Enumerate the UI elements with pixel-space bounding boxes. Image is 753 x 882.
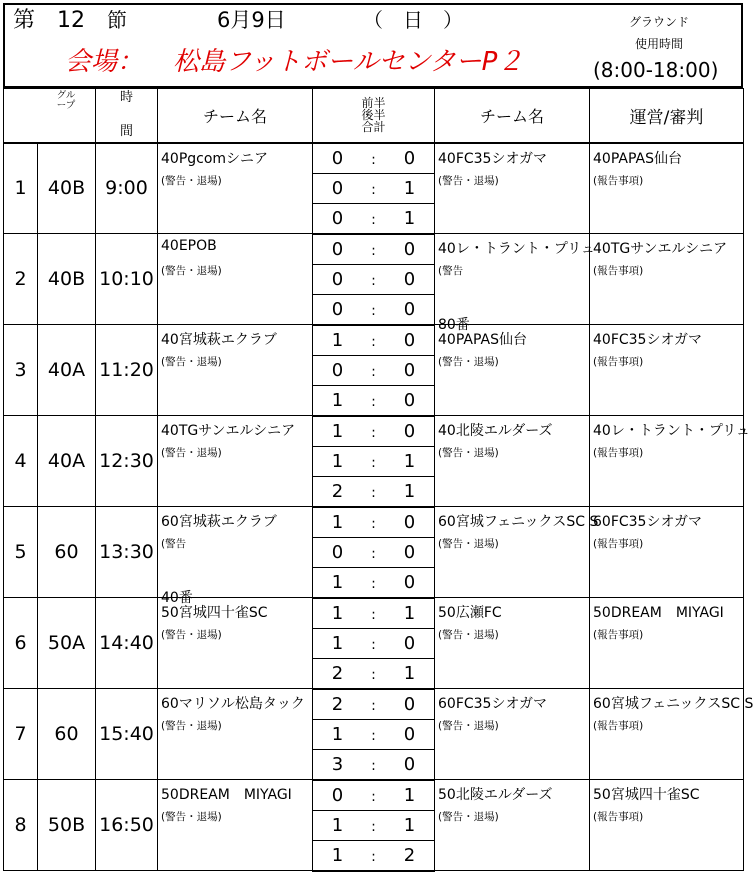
score-home: 0 [331,207,344,229]
team-a-cell [158,507,313,606]
match-row [4,689,744,720]
match-number: 2 [4,234,38,325]
referee-team: 60宮城フェニックスSC S [593,696,753,712]
score-away: 1 [403,784,416,806]
team-a-name: 40宮城萩エクラブ [161,332,277,348]
schedule-table [3,88,753,872]
match-row [4,416,744,447]
score-first [313,143,435,174]
score-away: 1 [403,480,416,502]
score-home: 1 [331,511,344,533]
match-time: 14:40 [96,598,158,689]
match-time: 10:10 [96,234,158,325]
team-a-cell [158,416,313,507]
team-b-cell [435,507,599,598]
score-separator: : [371,273,376,289]
team-a-note: (警告・退場) [161,629,222,641]
col-score-header [313,89,435,143]
score-home: 1 [331,633,344,654]
team-a-name: 50DREAM MIYAGI [161,787,292,803]
score-first [313,325,435,356]
team-b-name: 60宮城フェニックスSC S [438,514,599,530]
referee-team: 50DREAM MIYAGI [593,605,724,621]
referee-note: (報告事項) [593,811,644,823]
referee-team: 40レ・トラント・プリュ [593,423,750,439]
score-home: 0 [331,542,344,563]
team-a-name: 40TGサンエルシニア [161,423,296,439]
score-away: 1 [403,602,416,624]
score-second [313,265,435,295]
team-a-note: (警告・退場) [161,174,222,187]
score-separator: : [371,302,376,319]
referee-cell [590,689,753,780]
match-group: 40B [38,143,96,234]
score-away: 0 [403,269,416,290]
score-separator: : [371,697,376,714]
score-separator: : [371,666,376,683]
referee-note: (報告事項) [593,356,644,368]
team-b-cell [435,416,590,507]
match-row [4,507,744,538]
team-a-note: (警告 [161,538,187,550]
score-first [313,416,435,447]
team-b-note: (警告 [438,265,464,277]
team-b-note: (警告・退場) [438,629,499,641]
team-b-note: (警告・退場) [438,174,499,187]
score-away: 0 [403,329,416,351]
score-separator: : [371,484,376,501]
venue-label: 会場： [65,47,144,77]
match-row [4,780,744,811]
score-second [313,811,435,841]
score-away: 0 [403,389,416,411]
match-time: 13:30 [96,507,158,598]
score-away: 0 [403,724,416,745]
team-b-cell [435,325,590,416]
referee-team: 40FC35シオガマ [593,332,703,348]
col-team-b-header: チーム名 [435,89,590,143]
referee-note: (報告事項) [593,629,644,641]
header-box [3,3,743,88]
venue-name: 松島フットボールセンターP２ [173,47,524,77]
score-home: 1 [331,389,344,411]
score-home: 2 [331,693,344,715]
score-separator: : [371,182,376,198]
team-b-name: 60FC35シオガマ [438,696,548,712]
team-b-name: 40FC35シオガマ [438,150,548,167]
score-separator: : [371,424,376,441]
score-away: 0 [403,571,416,593]
team-b-name: 40レ・トラント・プリュ [438,241,595,257]
team-a-note: (警告・退場) [161,265,222,277]
team-a-note: (警告・退場) [161,720,222,732]
score-second [313,356,435,386]
match-number: 3 [4,325,38,416]
match-time: 11:20 [96,325,158,416]
header-row [4,89,744,143]
setsu-label: 節 [107,8,127,32]
match-date: 6月9日 [217,8,286,32]
team-a-cell [158,325,313,416]
team-b-name: 50北陵エルダーズ [438,787,553,803]
score-home: 1 [331,420,344,442]
team-a-note: (警告・退場) [161,356,222,368]
score-home: 1 [331,329,344,351]
match-group: 50A [38,598,96,689]
ground-hours: (8:00-18:00) [593,58,719,82]
match-row [4,598,744,629]
score-total [313,568,435,598]
match-number: 8 [4,780,38,871]
score-away: 1 [403,815,416,836]
team-a-name: 60宮城萩エクラブ [161,514,277,530]
match-group: 60 [38,507,96,598]
score-away: 0 [403,420,416,442]
referee-team: 60FC35シオガマ [593,514,703,530]
score-home: 1 [331,571,344,593]
score-away: 0 [403,511,416,533]
team-a-note: (警告・退場) [161,447,222,459]
score-first [313,598,435,629]
score-total [313,295,435,325]
score-separator: : [371,333,376,350]
score-separator: : [371,455,376,471]
referee-team: 40PAPAS仙台 [593,150,682,167]
score-separator: : [371,515,376,532]
score-separator: : [371,364,376,380]
score-away: 0 [403,633,416,654]
dai-label: 第 [13,8,36,33]
referee-cell [590,234,744,325]
score-home: 0 [331,178,344,199]
score-header-total: 合計 [361,120,386,135]
referee-cell [590,780,744,871]
referee-note: (報告事項) [593,538,644,550]
match-group: 40B [38,234,96,325]
team-a-extra: 40番 [161,590,193,606]
score-home: 1 [331,451,344,472]
score-home: 0 [331,784,344,806]
match-weekday: （ 日 ） [363,8,463,32]
team-b-cell [435,234,595,333]
team-a-cell [158,598,313,689]
team-b-extra: 80番 [438,317,470,333]
score-away: 2 [403,844,416,866]
team-b-cell [435,689,590,780]
score-header-first: 前半 [361,96,386,111]
match-group: 60 [38,689,96,780]
score-separator: : [371,546,376,562]
referee-cell [590,143,744,234]
score-separator: : [371,575,376,592]
team-a-name: 40EPOB [161,238,217,254]
score-separator: : [371,606,376,623]
score-away: 0 [403,147,416,169]
match-number: 4 [4,416,38,507]
team-b-name: 40PAPAS仙台 [438,332,527,348]
score-separator: : [371,211,376,228]
team-b-name: 50広瀬FC [438,605,502,621]
score-home: 2 [331,662,344,684]
score-home: 2 [331,480,344,502]
score-away: 0 [403,360,416,381]
score-home: 0 [331,238,344,260]
score-total [313,204,435,234]
score-away: 0 [403,542,416,563]
score-separator: : [371,242,376,259]
team-a-cell [158,689,313,780]
score-total [313,659,435,689]
score-separator: : [371,728,376,744]
score-separator: : [371,848,376,865]
team-b-note: (警告・退場) [438,538,499,550]
referee-team: 40TGサンエルシニア [593,241,728,257]
match-row [4,234,744,265]
score-second [313,629,435,659]
referee-cell [590,507,744,598]
team-a-cell [158,234,313,325]
referee-cell [590,325,744,416]
col-team-a-header: チーム名 [158,89,313,143]
team-b-note: (警告・退場) [438,811,499,823]
referee-note: (報告事項) [593,265,644,277]
round-number: 12 [57,8,85,33]
score-home: 0 [331,269,344,290]
score-home: 1 [331,844,344,866]
score-first [313,689,435,720]
ground-label-2: 使用時間 [635,37,684,51]
team-b-name: 40北陵エルダーズ [438,423,553,439]
match-group: 40A [38,325,96,416]
score-first [313,507,435,538]
score-separator: : [371,788,376,805]
match-row [4,325,744,356]
match-number: 1 [4,143,38,234]
team-b-cell [435,143,590,234]
score-home: 1 [331,724,344,745]
col-ref-header: 運営/審判 [590,89,744,143]
referee-note: (報告事項) [593,447,644,459]
team-a-name: 60マリソル松島タック [161,696,305,712]
score-separator: : [371,819,376,835]
team-a-cell [158,143,313,234]
match-time: 12:30 [96,416,158,507]
score-home: 1 [331,602,344,624]
score-home: 1 [331,815,344,836]
score-separator: : [371,393,376,410]
score-away: 1 [403,662,416,684]
score-away: 0 [403,298,416,320]
score-home: 3 [331,753,344,775]
score-first [313,780,435,811]
score-separator: : [371,637,376,653]
score-second [313,447,435,477]
score-second [313,538,435,568]
score-home: 0 [331,360,344,381]
match-number: 6 [4,598,38,689]
referee-note: (報告事項) [593,174,644,187]
score-away: 1 [403,178,416,199]
match-number: 7 [4,689,38,780]
time-header-2: 間 [120,124,134,139]
referee-team: 50宮城四十雀SC [593,787,700,803]
score-header-second: 後半 [361,108,386,123]
ground-label-1: グラウンド [629,15,690,29]
team-b-cell [435,598,590,689]
score-away: 1 [403,207,416,229]
team-a-cell [158,780,313,871]
col-group-header [4,89,96,143]
score-away: 0 [403,693,416,715]
score-separator: : [371,757,376,774]
score-first [313,234,435,265]
team-a-note: (警告・退場) [161,811,222,823]
match-number: 5 [4,507,38,598]
score-second [313,174,435,204]
score-second [313,720,435,750]
score-away: 0 [403,753,416,775]
match-time: 16:50 [96,780,158,871]
score-total [313,386,435,416]
match-row [4,143,744,174]
match-group: 40A [38,416,96,507]
col-time-header [96,89,158,143]
score-home: 0 [331,147,344,169]
team-b-note: (警告・退場) [438,447,499,459]
score-away: 1 [403,451,416,472]
team-a-name: 40Pgcomシニア [161,150,269,167]
team-b-cell [435,780,590,871]
referee-cell [590,416,750,507]
score-home: 0 [331,298,344,320]
score-away: 0 [403,238,416,260]
score-total [313,750,435,780]
time-header-1: 時 [120,90,134,105]
team-b-note: (警告・退場) [438,356,499,368]
score-total [313,477,435,507]
team-a-name: 50宮城四十雀SC [161,605,268,621]
referee-cell [590,598,744,689]
group-header-text: グループ [56,90,76,111]
referee-note: (報告事項) [593,720,644,732]
score-total [313,841,435,871]
match-group: 50B [38,780,96,871]
match-time: 9:00 [96,143,158,234]
team-b-note: (警告・退場) [438,720,499,732]
score-separator: : [371,151,376,168]
match-time: 15:40 [96,689,158,780]
